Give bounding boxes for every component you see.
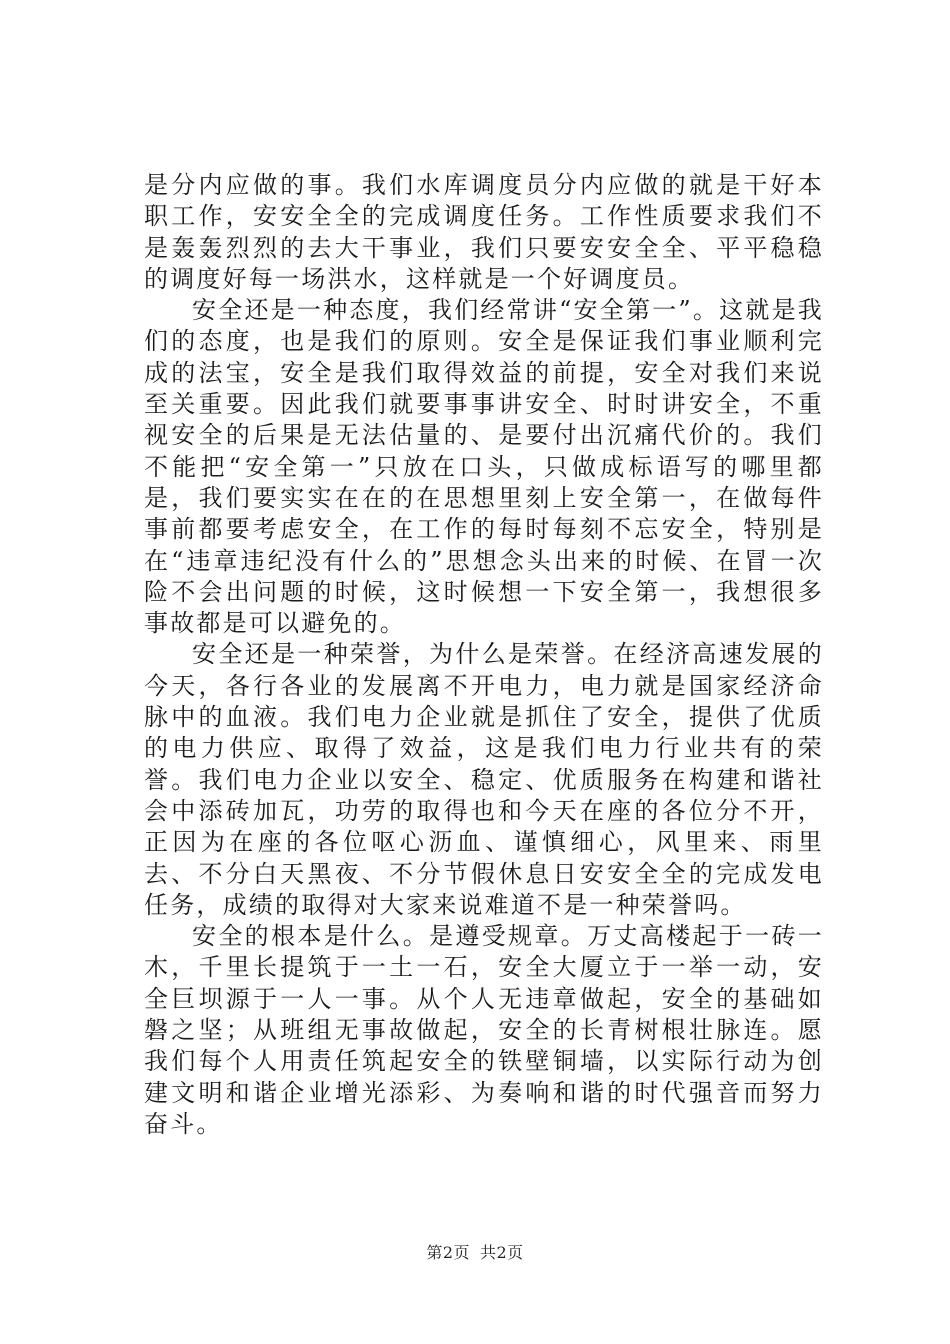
paragraph-3: 安全还是一种荣誉，为什么是荣誉。在经济高速发展的今天，各行各业的发展离不开电力，电力就是国家经济命脉中的血液。我们电力企业就是抓住了安全，提供了优质的电力供应、取得了效益，这是我们电力行业共有的荣誉。我们电力企业以安全、稳定、优质服务在构建和谐社会中添砖加瓦，功劳的取得也和今天在座的各位分不开，正因为在座的各位呕心沥血、谨慎细心，风里来、雨里去、不分白天黑夜、不分节假休息日安安全全的完成发电任务，成绩的取得对大家来说难道不是一种荣誉吗。: [144, 640, 824, 919]
paragraph-4: 安全的根本是什么。是遵受规章。万丈高楼起于一砖一木，千里长提筑于一土一石，安全大厦立于一举一动，安全巨坝源于一人一事。从个人无违章做起，安全的基础如磐之坚；从班组无事故做起，安全的长青树根壮脉连。愿我们每个人用责任筑起安全的铁壁铜墙，以实际行动为创建文明和谐企业增光添彩、为奏响和谐的时代强音而努力奋斗。: [144, 922, 824, 1138]
page-total: 共2页: [480, 1243, 524, 1262]
document-body: [144, 170, 824, 1140]
paragraph-1: 是分内应做的事。我们水库调度员分内应做的就是干好本职工作，安安全全的完成调度任务。工作性质要求我们不是轰轰烈烈的去大干事业，我们只要安安全全、平平稳稳的调度好每一场洪水，这样就是一个好调度员。: [144, 171, 824, 293]
page-footer: [0, 1243, 950, 1263]
page-number: 第2页: [426, 1243, 470, 1262]
paragraph-2: 安全还是一种态度，我们经常讲“安全第一”。这就是我们的态度，也是我们的原则。安全是保证我们事业顺利完成的法宝，安全是我们取得效益的前提，安全对我们来说至关重要。因此我们就要事事讲安全、时时讲安全，不重视安全的后果是无法估量的、是要付出沉痛代价的。我们不能把“安全第一”只放在口头，只做成标语写的哪里都是，我们要实实在在的在思想里刻上安全第一，在做每件事前都要考虑安全，在工作的每时每刻不忘安全，特别是在“违章违纪没有什么的”思想念头出来的时候、在冒一次险不会出问题的时候，这时候想一下安全第一，我想很多事故都是可以避免的。: [144, 296, 824, 638]
